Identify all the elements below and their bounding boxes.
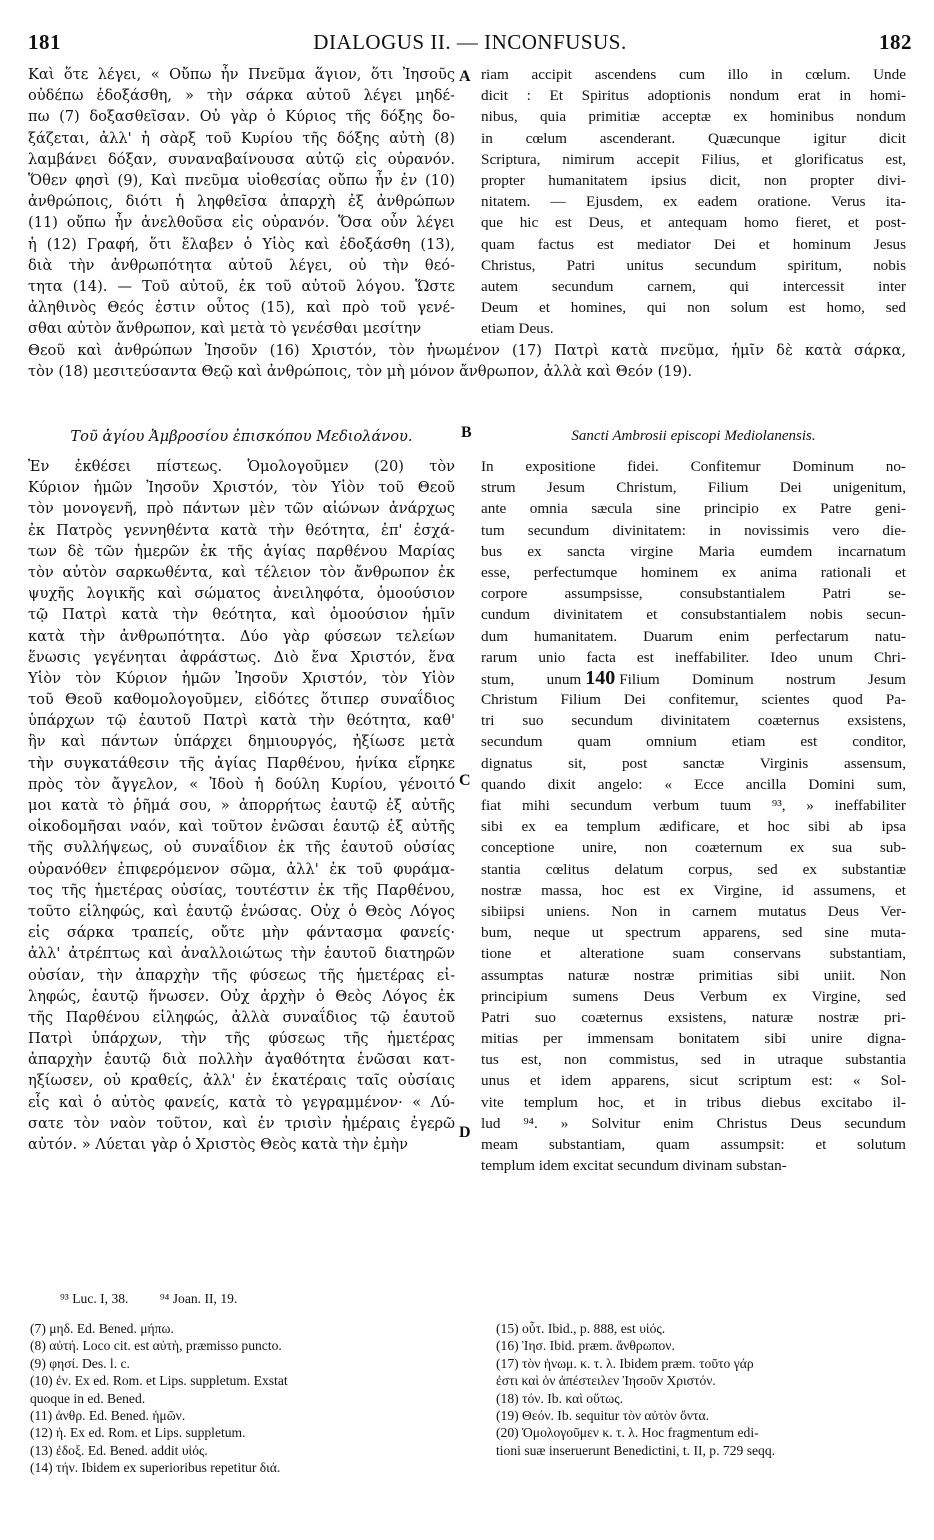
text-line: τῆς Παρθένου εἰληφώς, ἀλλὰ συναΐδιος τῷ ἑαυτοῦ bbox=[28, 1008, 455, 1026]
text-line: principium sumens Deus Verbum ex Virgine, sed bbox=[481, 987, 906, 1005]
text-line: ηξίωσεν, οὐ κραθείς, ἀλλ' ἐν ἑκατέραις ταῖς οὐσίαις bbox=[28, 1072, 455, 1090]
text-line: tus est, non commistus, sed in utraque substantia bbox=[481, 1051, 906, 1069]
critical-note: (20) Ὁμολογοῦμεν κ. τ. λ. Hoc fragmentum edi- bbox=[496, 1425, 759, 1441]
text-line: cundum divinitatem et consubstantialem nobis secun- bbox=[481, 606, 906, 624]
text-line: των δὲ τῶν ἡμερῶν ἐκ τῆς ἁγίας παρθένου Μαρίας bbox=[28, 542, 455, 560]
text-line: bum, neque ut spectrum apparens, sed sine muta- bbox=[481, 924, 906, 942]
bottom-right-column bbox=[481, 456, 906, 1176]
text-line: Καὶ ὅτε λέγει, « Οὔπω ἦν Πνεῦμα ἅγιον, ὅτι Ἰησοῦς bbox=[28, 66, 455, 83]
critical-note: (19) Θεόν. Ib. sequitur τὸν αὐτὸν ὄντα. bbox=[496, 1408, 710, 1424]
text-line: πρὸς τὸν ἄγγελον, « Ἰδοὺ ἡ δούλη Κυρίου, γένοιτό bbox=[28, 775, 455, 793]
text-line: assumptas naturæ nostræ primitias sibi uniit. Non bbox=[481, 966, 906, 984]
critical-note: (14) τήν. Ibidem ex superioribus repetitur διά. bbox=[30, 1460, 281, 1476]
top-left-column bbox=[28, 64, 455, 339]
text-line: ἣν καὶ πάντων ὑπάρχει δημιουργός, ἠξίωσε μετὰ bbox=[28, 733, 455, 751]
text-line: ληφώς, ἑαυτῷ ἥνωσεν. Οὐχ ἀρχὴν ὁ Θεὸς Λόγος ἐκ bbox=[28, 987, 455, 1005]
running-head bbox=[28, 30, 912, 56]
text-line: dum humanitatem. Duarum enim perfectarum natu- bbox=[481, 627, 906, 645]
text-line: strum Jesum Christum, Filium Dei unigenitum, bbox=[481, 479, 906, 497]
text-line: οὐρανόθεν ἐπιφερόμενον σῶμα, ἀλλ' ἐκ τοῦ φυράμα- bbox=[28, 860, 455, 878]
text-line: λαμβάνει δόξαν, συναναβαίνουσα αὐτῷ εἰς οὐρανόν. bbox=[28, 150, 455, 168]
text-line: αὐτόν. » Λύεται γὰρ ὁ Χριστὸς Θεὸς κατὰ τὴν ἐμὴν bbox=[28, 1136, 409, 1153]
text-line: secundum quam omnium etiam est conditor, bbox=[481, 733, 906, 751]
text-line: in cœlum ascenderant. Quæcunque igitur dicit bbox=[481, 129, 906, 147]
text-line: πω (7) δοξασθεῖσαν. Οὐ γὰρ ὁ Κύριος τῆς δόξης δο- bbox=[28, 108, 455, 126]
text-line: sibiipsi uniens. Non in carnem mutatus Deus Ver- bbox=[481, 902, 906, 920]
text-line: Patri suo coæternus exsistens, naturæ nostræ pri- bbox=[481, 1008, 906, 1026]
text-line: ἐκ Πατρὸς γεννηθέντα κατὰ τὴν θεότητα, ἐπ' ἐσχά- bbox=[28, 521, 455, 539]
text-line: nibus, quia primitiæ acceptæ ex hominibus nondum bbox=[481, 108, 906, 126]
critical-note: (12) ἡ. Ex ed. Rom. et Lips. suppletum. bbox=[30, 1425, 246, 1441]
text-line: fiat mihi secundum verbum tuum ⁹³, » ineffabiliter bbox=[481, 797, 906, 814]
text-line: εἷς καὶ ὁ αὐτὸς φανείς, κατὰ τὸ γεγραμμένον· « Λύ- bbox=[28, 1093, 455, 1111]
text-line: τὸν (18) μεσιτεύσαντα Θεῷ καὶ ἀνθρώποις, τὸν μὴ μόνον ἄνθρωπον, ἀλλὰ καὶ Θεόν (19). bbox=[28, 363, 693, 381]
text-line: quam factus est mediator Dei et hominum Jesus bbox=[481, 235, 906, 253]
text-line: ψυχῆς λογικῆς καὶ σώματος ἀνειληφότα, ὁμοούσιον bbox=[28, 585, 455, 603]
text-line: σθαι αὐτὸν ἄνθρωπον, καὶ μετὰ τὸ γενέσθαι μεσίτην bbox=[28, 320, 422, 338]
text-line: ἡ (12) Γραφή, ὅτι ἔλαβεν ὁ Υἱὸς καὶ ἐδοξάσθη (13), bbox=[28, 235, 455, 253]
critical-note: quoque in ed. Bened. bbox=[30, 1390, 146, 1406]
text-line: τοῦ Θεοῦ καθομολογοῦμεν, εἰδότες ὅτιπερ συναΐδιος bbox=[28, 691, 455, 709]
text-line: autem secundum carnem, qui intercessit inter bbox=[481, 277, 906, 295]
full-width-text bbox=[28, 340, 906, 382]
text-line: οὐσίαν, τὴν ἀπαρχὴν τῆς φύσεως τῆς ἡμετέρας εἰ- bbox=[28, 966, 455, 984]
bottom-left-column bbox=[28, 456, 455, 1155]
running-title: DIALOGUS II. — INCONFUSUS. bbox=[313, 30, 627, 54]
text-line: nitatem. — Ejusdem, ex eadem oratione. Verus ita- bbox=[481, 193, 906, 211]
text-line: vite templum hoc, et in tribus diebus excitabo il- bbox=[481, 1093, 906, 1111]
text-line: tri suo secundum divinitatem coæternus exsistens, bbox=[481, 712, 906, 730]
critical-note: (15) οὗτ. Ibid., p. 888, est υἱός. bbox=[496, 1321, 666, 1336]
text-line: εἰς σάρκα τραπείς, οὔτε μὴν φάντασμα φανείς· bbox=[28, 924, 455, 942]
critical-note: (8) αὐτή. Loco cit. est αὐτὴ, præmisso puncto. bbox=[30, 1338, 282, 1354]
text-line: οὐδέπω ἐδοξάσθη, » τὴν σάρκα αὐτοῦ λέγει μηδέ- bbox=[28, 87, 455, 105]
text-line: Υἱὸν τὸν Κύριον ἡμῶν Ἰησοῦν Χριστόν, τὸν Υἱὸν bbox=[28, 669, 455, 687]
text-line bbox=[481, 668, 906, 689]
text-line: rarum unio facta est ineffabiliter. Ideo unum Chri- bbox=[481, 648, 906, 666]
text-line: τητα (14). — Τοῦ αὐτοῦ, ἐκ τοῦ αὐτοῦ λόγου. Ὥστε bbox=[28, 277, 455, 295]
marker-b: B bbox=[461, 424, 472, 441]
top-right-column bbox=[481, 64, 906, 339]
text-line: In expositione fidei. Confitemur Dominum no- bbox=[481, 458, 906, 475]
text-line: οἰκοδομῆσαι ναόν, καὶ τοῦτον ἑνῶσαι ἑαυτῷ ἐξ αὐτῆς bbox=[28, 818, 455, 836]
text-line: stantia cœlitus delatum corpus, sed ex substantiæ bbox=[481, 860, 906, 878]
text-line: τοῦτο εἰληφώς, καὶ ἑαυτῷ ἑνώσας. Οὐχ ὁ Θεὸς Λόγος bbox=[28, 902, 455, 920]
text-line: bus ex sancta virgine Maria eumdem incarnatum bbox=[481, 542, 906, 560]
text-line: lud ⁹⁴. » Solvitur enim Christus Deus secundum bbox=[481, 1114, 906, 1132]
text-line: quando dixit angelo: « Ecce ancilla Domini sum, bbox=[481, 775, 906, 793]
critical-note: (18) τόν. Ib. καὶ οὕτως. bbox=[496, 1390, 623, 1406]
critical-note: (9) φησί. Des. l. c. bbox=[30, 1355, 130, 1371]
text-line: ὑπάρχων τῷ ἑαυτοῦ Πατρὶ κατὰ τὴν θεότητα, καθ' bbox=[28, 712, 455, 730]
marker-d: D bbox=[459, 1124, 471, 1141]
text-line: que hic est Deus, et antequam homo fieret, et post- bbox=[481, 214, 906, 232]
text-line: tum secundum divinitatem: in novissimis vero die- bbox=[481, 521, 906, 539]
text-line: διὰ τὴν ἀνθρωπότητα αὐτοῦ λέγει, οὐ τὴν θεό- bbox=[28, 256, 455, 274]
critical-note: (10) ἐν. Ex ed. Rom. et Lips. suppletum. Exstat bbox=[30, 1373, 288, 1389]
text-line: Christus, Patri unitus secundum spiritum, nobis bbox=[481, 256, 906, 274]
text-line: ἕνωσις γεγένηται ἀφράστως. Διὸ ἕνα Χριστόν, ἕνα bbox=[28, 648, 455, 666]
text-line: meam substantiam, quam assumpsit: et solutum bbox=[481, 1136, 906, 1153]
text-line: τὸν αὐτὸν σαρκωθέντα, καὶ τέλειον τὸν ἄνθρωπον ἐκ bbox=[28, 563, 455, 581]
text-line: τος τῆς ἡμετέρας οὐσίας, τουτέστιν ἐκ τῆς Παρθένου, bbox=[28, 881, 455, 899]
scripture-ref: ⁹³ Luc. I, 38. bbox=[60, 1291, 129, 1306]
text-line: ante omnia sæcula sine principio ex Patre geni- bbox=[481, 500, 906, 518]
notes-right bbox=[496, 1320, 906, 1459]
scripture-references bbox=[60, 1291, 265, 1307]
column-number: 140 bbox=[585, 667, 616, 689]
marker-a: A bbox=[459, 68, 471, 85]
text-line: Christum Filium Dei confitemur, scientes quod Pa- bbox=[481, 691, 906, 709]
text-line: ἀνθρώποις, διότι ἡ ληφθεῖσα ἀπαρχὴ ἐξ ἀνθρώπων bbox=[28, 193, 455, 211]
critical-note: (16) Ἰησ. Ibid. præm. ἄνθρωπον. bbox=[496, 1338, 675, 1354]
text-line: dicit : Et Spiritus adoptionis nondum erat in homi- bbox=[481, 87, 906, 105]
text-line: Ἐν ἐκθέσει πίστεως. Ὁμολογοῦμεν (20) τὸν bbox=[28, 458, 455, 475]
section-heading-latin: Sancti Ambrosii episcopi Mediolanensis. bbox=[571, 428, 816, 444]
text-line: templum idem excitat secundum divinam substan- bbox=[481, 1157, 787, 1175]
text-line: (11) οὔπω ἦν ἀνελθοῦσα εἰς οὐρανόν. Ὅσα οὖν λέγει bbox=[28, 214, 455, 232]
critical-note: (11) ἀνθρ. Ed. Bened. ἡμῶν. bbox=[30, 1408, 186, 1424]
text-line: propter humanitatem ipsius dicit, non propter divi- bbox=[481, 171, 906, 189]
text-line: τὸν μονογενῆ, πρὸ πάντων μὲν τῶν αἰώνων ἀνάρχως bbox=[28, 500, 455, 518]
text-line: tione et alteratione suam conservans substantiam, bbox=[481, 945, 906, 963]
text-line: mitias per immensam bonitatem sibi unire digna- bbox=[481, 1030, 906, 1048]
text-line: sibi ex ea templum ædificare, et hoc sibi ab ipsa bbox=[481, 818, 906, 836]
text-line: τὴν συγκατάθεσιν τῆς ἁγίας Παρθένου, ἡνίκα εἴρηκε bbox=[28, 754, 455, 772]
page-number-left: 181 bbox=[28, 30, 61, 54]
text-line: μοι κατὰ τὸ ῥῆμά σου, » ἀπορρήτως ἑαυτῷ ἐξ αὐτῆς bbox=[28, 797, 455, 814]
text-line: ἀλλ' ἀτρέπτως καὶ ἀναλλοιώτως τὴν ἑαυτοῦ διατηρῶν bbox=[28, 945, 455, 963]
text-line: Scriptura, nimirum accepit Filius, et glorificatus est, bbox=[481, 150, 906, 168]
text-line: Πατρὶ ὑπάρχων, τὴν τῆς φύσεως τῆς ἡμετέρας bbox=[28, 1030, 455, 1048]
text-line: unus et idem apparens, sicut scriptum est: « Sol- bbox=[481, 1072, 906, 1090]
text-line: ξάζεται, ἀλλ' ἡ σὰρξ τοῦ Κυρίου τῆς δόξης αὐτὴ (8) bbox=[28, 129, 455, 147]
text-line: ἀληθινὸς Θεός ἐστιν οὗτος (15), καὶ πρὸ τοῦ γενέ- bbox=[28, 299, 455, 317]
marker-c: C bbox=[459, 772, 471, 789]
scripture-ref: ⁹⁴ Joan. II, 19. bbox=[159, 1291, 238, 1306]
text-line: τῆς συλλήψεως, οὐ συναΐδιον ἐκ τῆς ἑαυτοῦ οὐσίας bbox=[28, 839, 455, 857]
critical-note: tioni suæ inseruerunt Benedictini, t. II, p. 729 seqq. bbox=[496, 1442, 776, 1458]
text-line: nostræ massa, hoc est ex Virgine, id assumens, et bbox=[481, 881, 906, 899]
text-line: Ὅθεν φησὶ (9), Καὶ πνεῦμα υἱοθεσίας οὔπω ἦν ἐν (10) bbox=[28, 171, 455, 189]
text-line: etiam Deus. bbox=[481, 320, 554, 338]
text-line: riam accipit ascendens cum illo in cœlum. Unde bbox=[481, 66, 906, 83]
section-heading-greek: Τοῦ ἁγίου Ἀμβροσίου ἐπισκόπου Μεδιολάνου. bbox=[70, 428, 413, 445]
page-number-right: 182 bbox=[879, 30, 912, 54]
text-fragment: stum, unum bbox=[481, 670, 582, 688]
text-line: κατὰ τὴν ἀνθρωπότητα. Δύο γὰρ φύσεων τελείων bbox=[28, 627, 455, 645]
notes-left bbox=[30, 1320, 460, 1477]
text-line: Θεοῦ καὶ ἀνθρώπων Ἰησοῦν (16) Χριστόν, τὸν ἡνωμένον (17) Πατρὶ κατὰ πνεῦμα, ἡμῖν δὲ κατὰ σάρκα, bbox=[28, 342, 906, 359]
text-line: esse, perfectumque hominem ex anima rationali et bbox=[481, 563, 906, 581]
text-line: dignatus sit, post sanctæ Virginis assensum, bbox=[481, 754, 906, 772]
critical-note: (17) τὸν ἡνωμ. κ. τ. λ. Ibidem præm. τοῦτο γάρ bbox=[496, 1355, 754, 1371]
critical-note: (13) ἐδοξ. Ed. Bened. addit υἱός. bbox=[30, 1442, 208, 1458]
text-line: τῷ Πατρὶ κατὰ τὴν θεότητα, καὶ ὁμοούσιον ἡμῖν bbox=[28, 606, 455, 624]
text-line: Κύριον ἡμῶν Ἰησοῦν Χριστόν, τὸν Υἱὸν τοῦ Θεοῦ bbox=[28, 479, 455, 497]
text-line: conceptione unire, non coæternum ex sua sub- bbox=[481, 839, 906, 857]
text-line: Deum et homines, qui non solum est homo, sed bbox=[481, 299, 906, 317]
text-line: ἀπαρχὴν ἑαυτῷ διὰ πολλὴν ἀγαθότητα ἑνῶσαι κατ- bbox=[28, 1051, 455, 1069]
text-line: σατε τὸν ναὸν τοῦτον, καὶ ἐν τρισὶν ἡμέραις ἐγερῶ bbox=[28, 1114, 455, 1132]
text-line: corpore assumpsisse, consubstantialem Patri se- bbox=[481, 585, 906, 603]
text-fragment: Filium Dominum nostrum Jesum bbox=[619, 670, 906, 688]
critical-note: ἐστι καὶ ὁν ἀπέστειλεν Ἰησοῦν Χριστόν. bbox=[496, 1373, 716, 1389]
critical-note: (7) μηδ. Ed. Bened. μήπω. bbox=[30, 1321, 174, 1336]
